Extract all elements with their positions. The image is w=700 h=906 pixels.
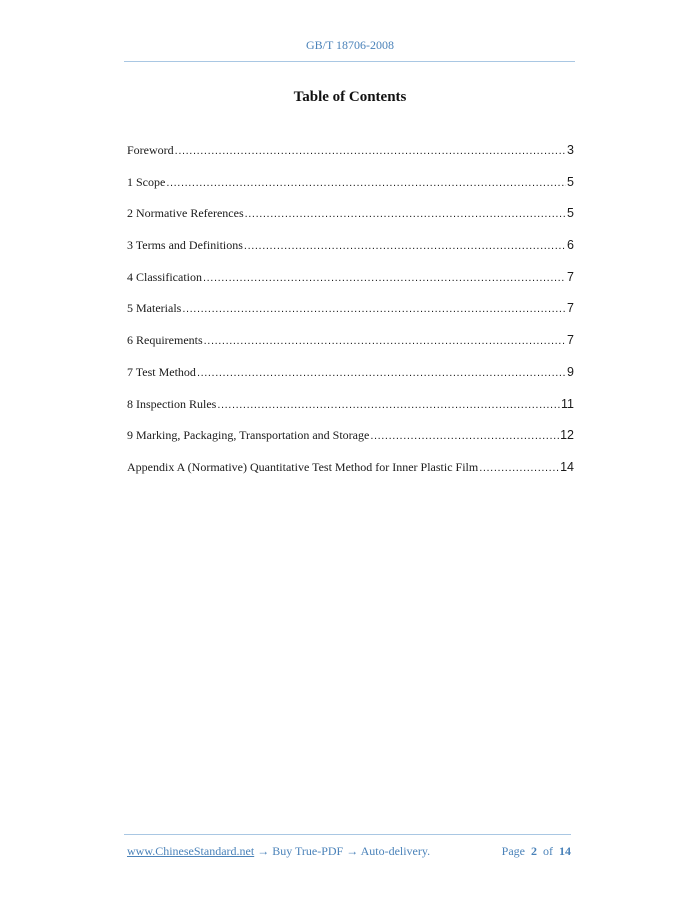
toc-page-number: 3 <box>567 143 574 157</box>
page-title: Table of Contents <box>293 89 407 105</box>
website-link[interactable]: www.ChineseStandard.net <box>127 844 255 858</box>
toc-page-number: 9 <box>567 364 574 379</box>
toc-page-number: 7 <box>567 333 574 348</box>
toc-leader-dots <box>245 208 566 220</box>
toc-label: 5 Materials <box>127 301 182 316</box>
toc-label: 6 Requirements <box>127 333 203 348</box>
toc-entry-marking-packaging[interactable] <box>127 428 574 460</box>
toc-leader-dots <box>204 335 566 347</box>
footer-promo <box>127 844 430 859</box>
toc-entry-normative-references[interactable] <box>127 206 574 238</box>
toc-leader-dots <box>197 367 566 379</box>
footer <box>127 844 571 859</box>
toc-label: 9 Marking, Packaging, Transportation and Storage <box>127 428 370 443</box>
toc-entry-foreword[interactable] <box>127 143 574 175</box>
toc-label: Appendix A (Normative) Quantitative Test Method for Inner Plastic Film <box>127 459 479 474</box>
toc-leader-dots <box>370 430 559 442</box>
toc-label: 4 Classification <box>127 269 202 284</box>
footer-divider <box>124 834 571 835</box>
page-indicator <box>502 844 571 859</box>
current-page-number: 2 <box>531 844 537 858</box>
toc-label: 1 Scope <box>127 174 166 189</box>
total-pages-number: 14 <box>559 844 571 858</box>
toc-page-number: 11 <box>561 396 574 411</box>
toc-entry-scope[interactable] <box>127 175 574 207</box>
toc-entry-requirements[interactable] <box>127 333 574 365</box>
toc-leader-dots <box>166 177 566 189</box>
footer-tagline: → Buy True-PDF → Auto-delivery. <box>254 844 431 858</box>
toc-leader-dots <box>175 145 566 157</box>
toc-page-number: 5 <box>567 206 574 221</box>
toc-leader-dots <box>203 272 566 284</box>
toc-leader-dots <box>479 462 559 474</box>
toc-entry-test-method[interactable] <box>127 365 574 397</box>
toc-page-number: 7 <box>567 301 574 316</box>
toc-entry-classification[interactable] <box>127 270 574 302</box>
of-word: of <box>543 844 553 858</box>
toc-page-number: 5 <box>567 174 574 189</box>
page-word: Page <box>501 844 525 858</box>
toc-label: 8 Inspection Rules <box>127 396 217 411</box>
toc-entry-materials[interactable] <box>127 301 574 333</box>
toc-label: 3 Terms and Definitions <box>127 238 243 253</box>
toc-leader-dots <box>217 399 560 411</box>
toc-label: Foreword <box>127 143 174 157</box>
toc-entry-terms-definitions[interactable] <box>127 238 574 270</box>
toc-leader-dots <box>244 240 566 252</box>
table-of-contents <box>127 143 574 492</box>
toc-entry-appendix-a[interactable] <box>127 460 574 492</box>
toc-entry-inspection-rules[interactable] <box>127 397 574 429</box>
toc-page-number: 12 <box>560 428 574 443</box>
toc-label: 2 Normative References <box>127 206 244 221</box>
toc-leader-dots <box>182 303 566 315</box>
header-divider <box>124 61 575 62</box>
toc-page-number: 14 <box>560 459 574 474</box>
toc-page-number: 7 <box>567 269 574 284</box>
header-doc-code: GB/T 18706-2008 <box>305 38 395 52</box>
toc-page-number: 6 <box>567 238 574 253</box>
toc-label: 7 Test Method <box>127 364 196 379</box>
